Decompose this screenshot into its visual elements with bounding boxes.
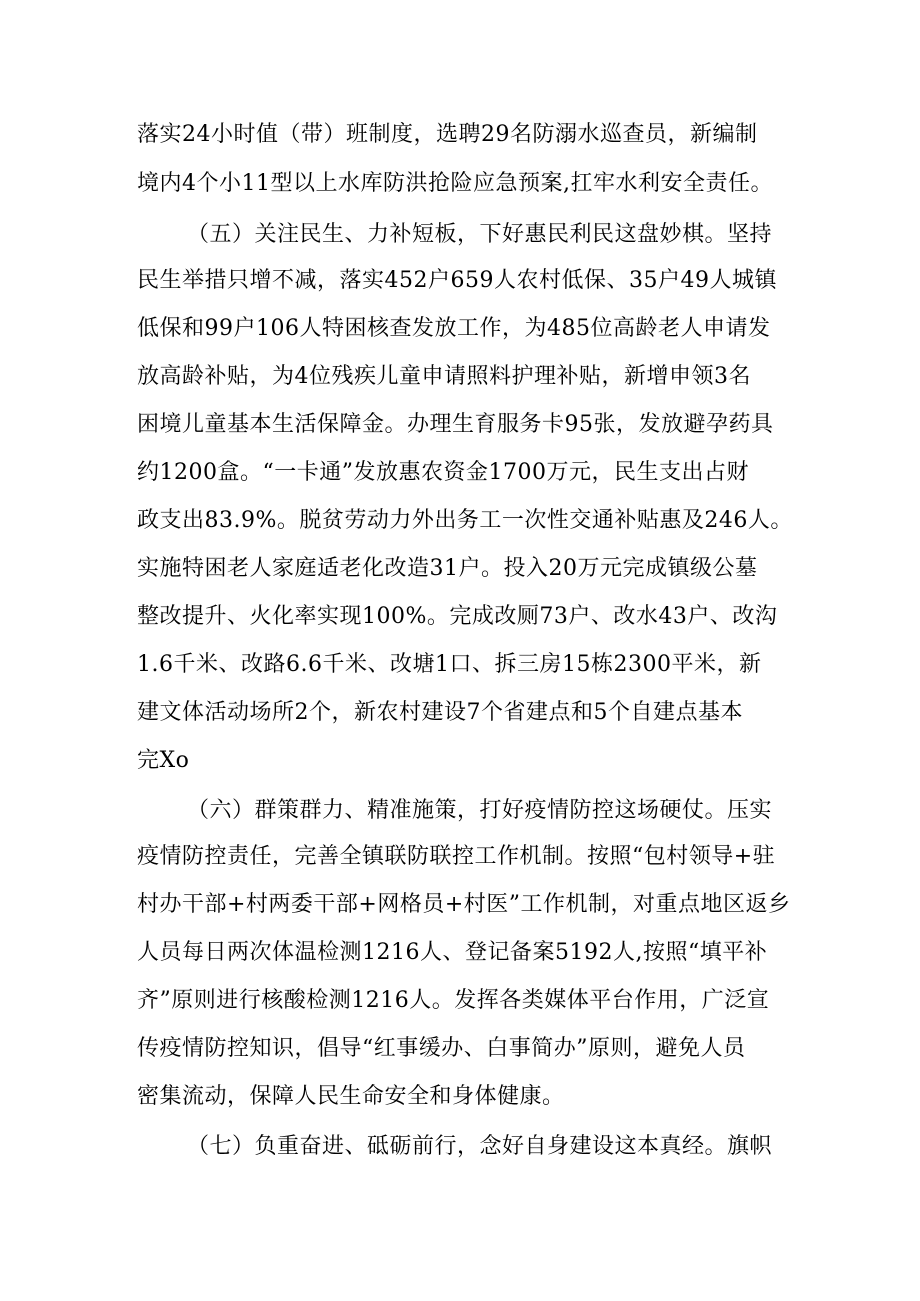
section-heading-line: （五）关注民生、力补短板，下好惠民利民这盘妙棋。坚持: [187, 222, 773, 247]
text-line: 困境儿童基本生活保障金。办理生育服务卡95张，发放避孕药具: [137, 412, 774, 437]
text-line: 境内4个小11型以上水库防洪抢险应急预案,扛牢水利安全责任。: [137, 171, 773, 196]
text-line: 传疫情防控知识，倡导“红事缓办、白事简办”原则，避免人员: [137, 1036, 746, 1061]
text-line: 疫情防控责任，完善全镇联防联控工作机制。按照“包村领导+驻: [137, 844, 776, 869]
text-line: 人员每日两次体温检测1216人、登记备案5192人,按照“填平补: [137, 940, 768, 965]
text-line: 整改提升、火化率实现100%。完成改厕73户、改水43户、改沟: [137, 604, 778, 629]
text-line: 齐”原则进行核酸检测1216人。发挥各类媒体平台作用，广泛宣: [137, 988, 770, 1013]
text-line: 实施特困老人家庭适老化改造31户。投入20万元完成镇级公墓: [137, 556, 758, 581]
section-heading-line: （六）群策群力、精准施策，打好疫情防控这场硬仗。压实: [187, 798, 773, 823]
section-heading-line: （七）负重奋进、砥砺前行，念好自身建设这本真经。旗帜: [187, 1134, 773, 1159]
text-line: 1.6千米、改路6.6千米、改塘1口、拆三房15栋2300平米，新: [137, 652, 762, 677]
text-line: 低保和99户106人特困核查发放工作，为485位高龄老人申请发: [137, 316, 771, 341]
text-line: 约1200盒。“一卡通”发放惠农资金1700万元，民生支出占财: [137, 460, 749, 485]
text-line: 放高龄补贴，为4位残疾儿童申请照料护理补贴，新增申领3名: [137, 364, 751, 389]
text-line: 落实24小时值（带）班制度，选聘29名防溺水巡查员，新编制: [137, 122, 758, 147]
text-line: 村办干部+村两委干部+网格员+村医”工作机制，对重点地区返乡: [137, 892, 791, 917]
text-line: 密集流动，保障人民生命安全和身体健康。: [137, 1084, 565, 1109]
text-line: 政支出83.9%。脱贫劳动力外出务工一次性交通补贴惠及246人。: [137, 508, 793, 533]
text-line: 民生举措只增不减，落实452户659人农村低保、35户49人城镇: [137, 268, 777, 293]
text-line: 建文体活动场所2个，新农村建设7个省建点和5个自建点基本: [137, 700, 743, 725]
text-line: 完Xo: [137, 748, 190, 773]
